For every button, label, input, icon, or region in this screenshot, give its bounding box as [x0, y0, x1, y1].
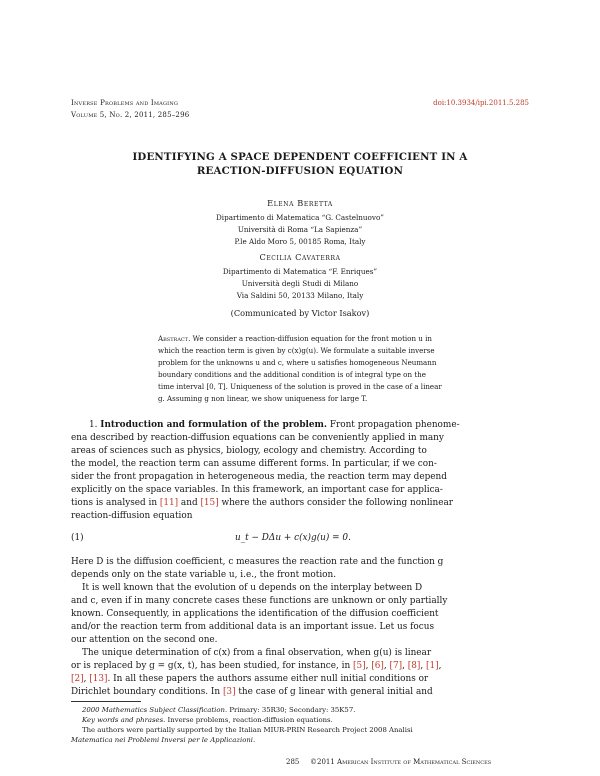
citation-link[interactable]: [13] [89, 674, 108, 684]
body-line: tions is analysed in [11] and [15] where the authors consider the following nonlinear [71, 498, 454, 508]
citation-link[interactable]: [7] [389, 661, 403, 671]
citation-link[interactable]: [2] [71, 674, 84, 684]
equation: u_t − DΔu + c(x)g(u) = 0. [235, 533, 351, 543]
author-affiliation-line: Dipartimento di Matematica “F. Enriques” [222, 267, 378, 276]
volume-info: Volume 5, No. 2, 2011, 285–296 [71, 111, 190, 119]
body-line: It is well known that the evolution of u depends on the interplay between D [82, 583, 423, 593]
author-affiliation-line: Università degli Studi di Milano [241, 279, 359, 288]
citation-link[interactable]: [3] [222, 687, 236, 697]
footnote-support: Matematica nei Problemi Inversi per le Applicazioni. [71, 736, 256, 744]
body-line: ena described by reaction-diffusion equations can be conveniently applied in many [71, 433, 444, 443]
journal-name: Inverse Problems and Imaging [71, 99, 179, 107]
body-line: Here D is the diffusion coefficient, c measures the reaction rate and the function g [71, 557, 444, 567]
copyright: ©2011 American Institute of Mathematical Sciences [310, 758, 492, 766]
paper-title-line2: REACTION-DIFFUSION EQUATION [196, 165, 404, 177]
abstract-line: time interval [0, T]. Uniqueness of the solution is proved in the case of a linear [158, 382, 442, 391]
body-line: our attention on the second one. [71, 635, 218, 645]
citation-link[interactable]: [15] [200, 498, 219, 508]
footnote-keywords: Key words and phrases. Inverse problems, reaction-diffusion equations. [82, 716, 333, 724]
author-affiliation-line: Via Saldini 50, 20133 Milano, Italy [236, 291, 364, 300]
communicated-by: (Communicated by Victor Isakov) [230, 308, 370, 318]
abstract-line: Abstract. We consider a reaction-diffusion equation for the front motion u in [158, 334, 432, 343]
citation-link[interactable]: [5] [353, 661, 366, 671]
citation-link[interactable]: [6] [371, 661, 384, 671]
paper-title-line1: IDENTIFYING A SPACE DEPENDENT COEFFICIENT IN A [132, 151, 468, 163]
body-line: depends only on the state variable u, i.e., the front motion. [71, 570, 337, 580]
equation-number: (1) [71, 533, 84, 543]
abstract-label: Abstract. [158, 334, 191, 343]
body-line: or is replaced by g = g(x, t), has been studied, for instance, in [5], [6], [7], [8], [1], [71, 661, 442, 671]
body-line: explicitly on the space variables. In this framework, an important case for applica- [71, 485, 443, 495]
abstract-line: g. Assuming g non linear, we show uniqueness for large T. [158, 394, 368, 403]
author-name: Elena Beretta [267, 198, 333, 208]
doi-link[interactable]: doi:10.3934/ipi.2011.5.285 [433, 99, 529, 107]
abstract-line: problem for the unknowns u and c, where u satisfies homogeneous Neumann [158, 358, 437, 367]
body-line: the model, the reaction term can assume different forms. In particular, if we con- [71, 459, 437, 469]
citation-link[interactable]: [8] [407, 661, 421, 671]
page-number: 285 [286, 758, 300, 766]
body-line: known. Consequently, in applications the identification of the diffusion coefficient [71, 609, 439, 619]
body-line: The unique determination of c(x) from a final observation, when g(u) is linear [82, 648, 432, 658]
footnote-support: The authors were partially supported by the Italian MIUR-PRIN Research Project 2008 Analisi [82, 726, 413, 734]
author-name: Cecilia Cavaterra [259, 252, 341, 262]
author-affiliation-line: Università di Roma “La Sapienza” [237, 225, 363, 234]
body-line: and/or the reaction term from additional data is an important issue. Let us focus [71, 622, 435, 632]
author-affiliation-line: P.le Aldo Moro 5, 00185 Roma, Italy [234, 237, 366, 246]
body-line: sider the front propagation in heterogeneous media, the reaction term may depend [71, 472, 447, 482]
body-line: areas of sciences such as physics, biology, ecology and chemistry. According to [71, 446, 427, 456]
footnote-msc: 2000 Mathematics Subject Classification. Primary: 35R30; Secondary: 35K57. [82, 706, 356, 714]
section-number: 1. [89, 420, 98, 430]
abstract-line: which the reaction term is given by c(x)g(u). We formulate a suitable inverse [158, 346, 435, 355]
citation-link[interactable]: [1] [425, 661, 439, 671]
author-affiliation-line: Dipartimento di Matematica “G. Castelnuovo” [216, 213, 384, 222]
section-heading: Introduction and formulation of the problem. [100, 420, 328, 430]
body-line: reaction-diffusion equation [71, 511, 193, 521]
footnote-rule [71, 701, 141, 702]
body-line: and c, even if in many concrete cases these functions are unknown or only partially [71, 596, 448, 606]
body-line: Dirichlet boundary conditions. In [3] the case of g linear with general initial and [71, 687, 433, 697]
abstract-line: boundary conditions and the additional condition is of integral type on the [158, 370, 426, 379]
section-heading-line: 1. Introduction and formulation of the problem. Front propagation phenome- [89, 420, 460, 430]
citation-link[interactable]: [11] [159, 498, 179, 508]
body-line: [2], [13]. In all these papers the authors assume either null initial conditions or [71, 674, 429, 684]
